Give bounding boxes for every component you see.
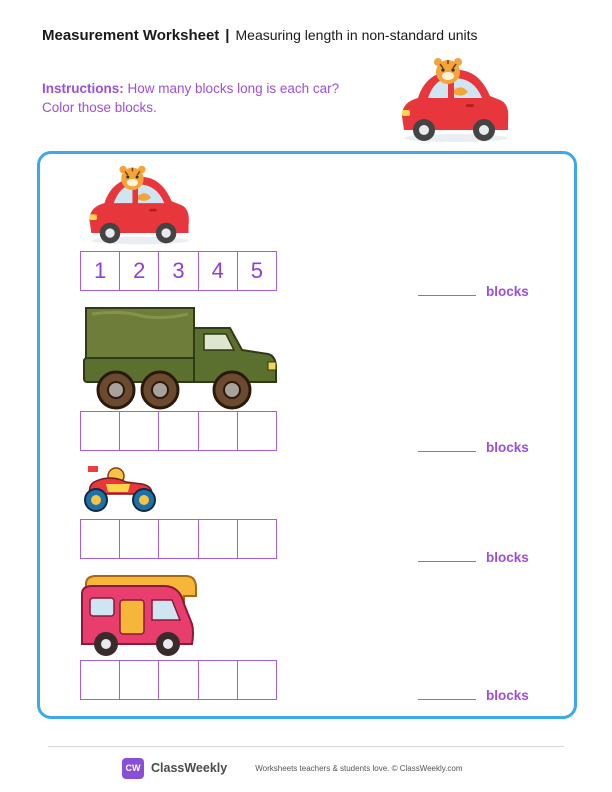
answer-3 — [418, 545, 538, 565]
atv-icon — [80, 462, 160, 514]
worksheet-header — [42, 27, 478, 44]
footer — [122, 757, 463, 779]
block-cell[interactable]: 2 — [120, 252, 159, 290]
instructions — [42, 79, 372, 117]
answer-blank[interactable] — [418, 295, 476, 296]
block-row-2 — [80, 411, 277, 451]
block-cell[interactable]: 1 — [81, 252, 120, 290]
instructions-text: How many blocks long is each car? — [127, 81, 340, 96]
block-cell[interactable]: 5 — [250, 258, 264, 283]
block-row-3 — [80, 519, 277, 559]
block-cell[interactable] — [159, 412, 198, 450]
block-cell[interactable] — [199, 520, 238, 558]
answer-1 — [418, 279, 538, 299]
instructions-text-2: Color those blocks. — [42, 100, 157, 115]
car-icon — [82, 162, 196, 248]
block-cell[interactable] — [81, 520, 120, 558]
answer-unit: blocks — [486, 550, 529, 565]
answer-unit: blocks — [486, 284, 529, 299]
block-cell[interactable] — [238, 520, 276, 558]
worksheet-subtitle: Measuring length in non-standard units — [235, 27, 478, 43]
block-cell[interactable] — [81, 412, 120, 450]
brand-name: ClassWeekly — [151, 761, 228, 775]
footer-divider — [48, 746, 564, 747]
camper-van-icon — [80, 574, 198, 660]
block-cell[interactable]: 3 — [159, 252, 198, 290]
worksheet-title: Measurement Worksheet — [42, 27, 220, 44]
block-cell[interactable] — [120, 412, 159, 450]
block-cell[interactable] — [81, 661, 120, 699]
block-cell[interactable] — [159, 520, 198, 558]
block-row-4 — [80, 660, 277, 700]
instructions-label: Instructions: — [42, 81, 124, 96]
block-cell[interactable]: 4 — [199, 252, 238, 290]
truck-icon — [82, 306, 278, 410]
answer-unit: blocks — [486, 688, 529, 703]
answer-blank[interactable] — [418, 451, 476, 452]
title-separator: | — [225, 27, 230, 44]
block-cell[interactable] — [120, 661, 159, 699]
answer-blank[interactable] — [418, 699, 476, 700]
answer-2 — [418, 435, 538, 455]
answer-unit: blocks — [486, 440, 529, 455]
block-cell[interactable] — [238, 412, 276, 450]
answer-4 — [418, 683, 538, 703]
tiger-car-illustration — [396, 54, 514, 146]
answer-blank[interactable] — [418, 561, 476, 562]
footer-tagline: Worksheets teachers & students love. © ClassWeekly.com — [255, 763, 463, 773]
block-cell[interactable] — [238, 661, 276, 699]
block-row-1 — [80, 251, 277, 291]
block-cell[interactable] — [120, 520, 159, 558]
block-cell[interactable] — [199, 412, 238, 450]
block-cell[interactable] — [159, 661, 198, 699]
classweekly-logo-icon: CW — [122, 758, 144, 779]
block-cell[interactable] — [199, 661, 238, 699]
